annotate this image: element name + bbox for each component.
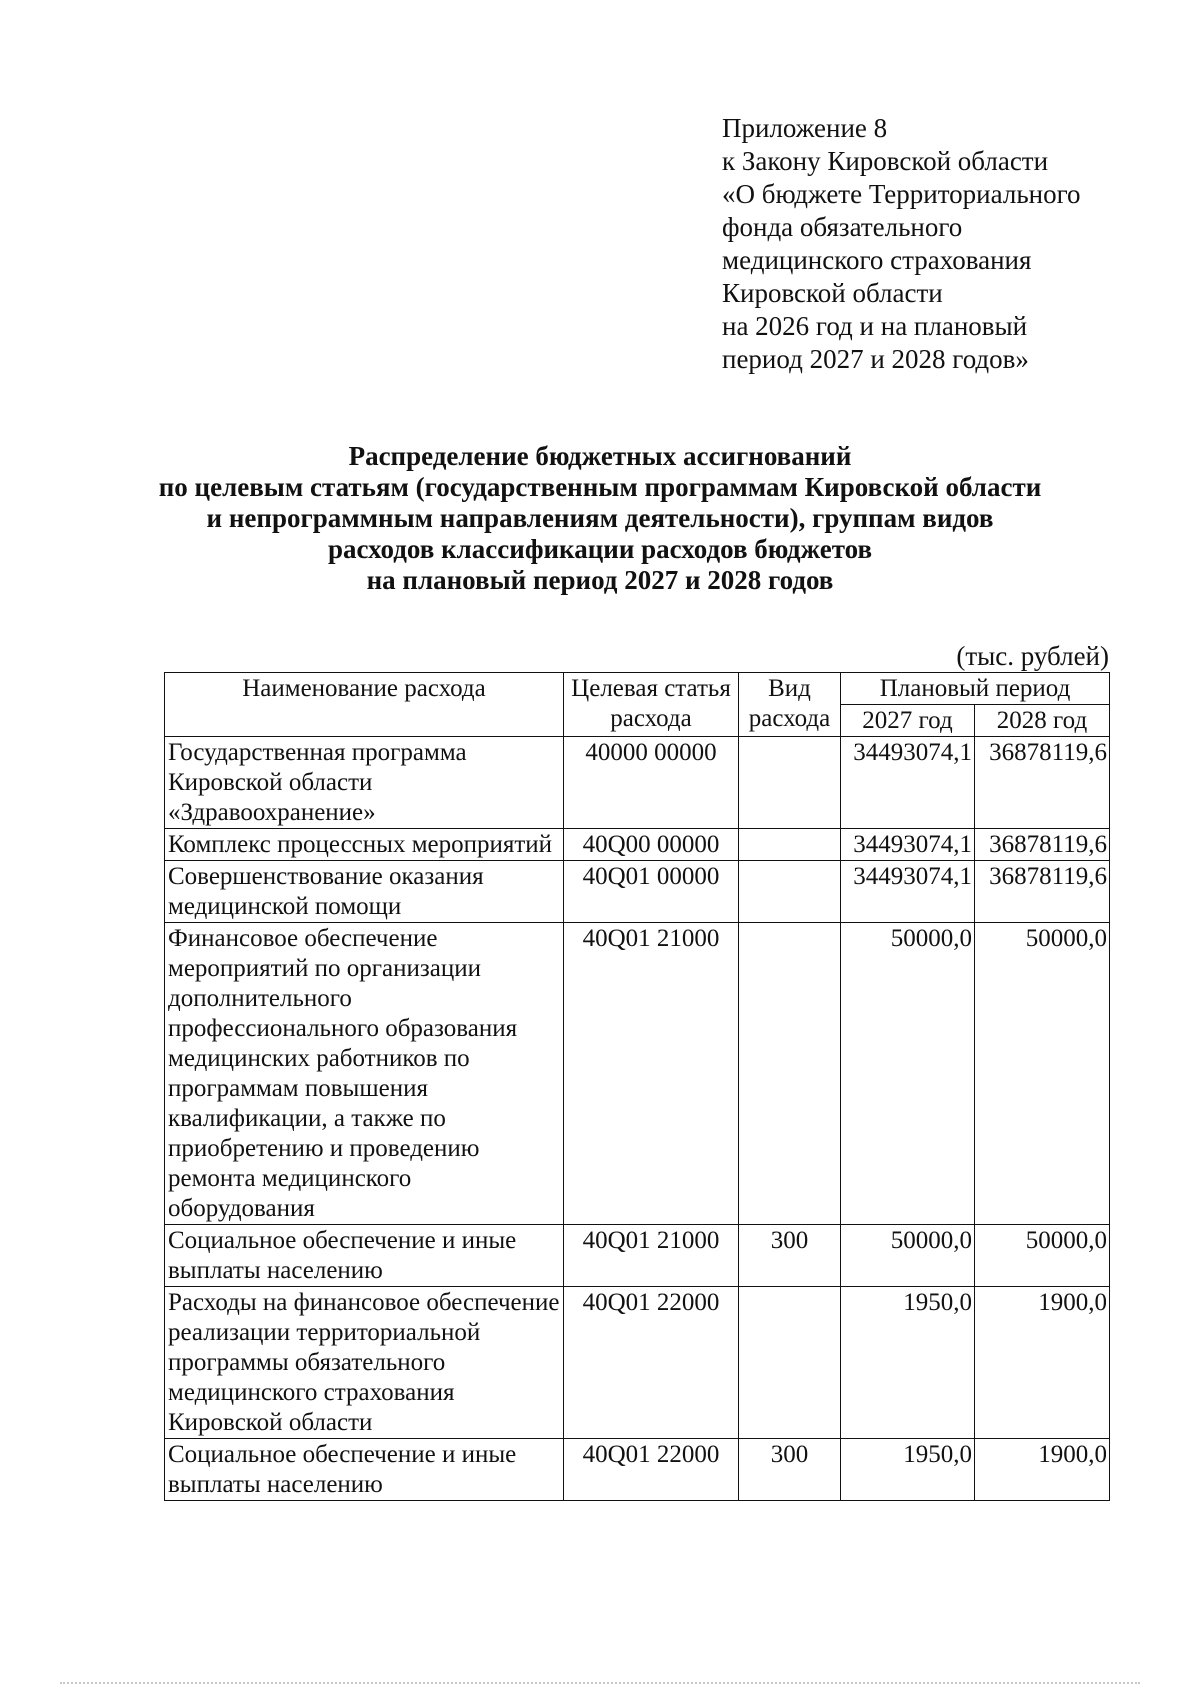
row-2027: 50000,0 xyxy=(841,923,975,1225)
row-2028: 50000,0 xyxy=(975,1225,1110,1287)
row-code: 40Q01 22000 xyxy=(564,1287,739,1439)
table-row xyxy=(165,829,1110,861)
header-period: Плановый период xyxy=(841,673,1110,705)
row-kind xyxy=(739,829,841,861)
title-line: Распределение бюджетных ассигнований xyxy=(348,441,852,471)
document-title xyxy=(60,441,1140,596)
row-kind: 300 xyxy=(739,1439,841,1501)
row-2028: 1900,0 xyxy=(975,1439,1110,1501)
header-row xyxy=(165,673,1110,705)
row-code: 40Q00 00000 xyxy=(564,829,739,861)
row-2027: 1950,0 xyxy=(841,1287,975,1439)
row-code: 40Q01 00000 xyxy=(564,861,739,923)
header-name: Наименование расхода xyxy=(165,673,564,737)
row-kind xyxy=(739,923,841,1225)
header-year-2028: 2028 год xyxy=(975,705,1110,737)
annex-line: фонда обязательного xyxy=(722,212,963,242)
table-row xyxy=(165,737,1110,829)
annex-line: «О бюджете Территориального xyxy=(722,179,1081,209)
row-2027: 1950,0 xyxy=(841,1439,975,1501)
title-line: на плановый период 2027 и 2028 годов xyxy=(366,565,834,595)
annex-line: период 2027 и 2028 годов» xyxy=(722,344,1029,374)
row-name: Совершенствование оказания медицинской помощи xyxy=(165,861,564,923)
table-row xyxy=(165,923,1110,1225)
row-2028: 1900,0 xyxy=(975,1287,1110,1439)
row-2027: 34493074,1 xyxy=(841,861,975,923)
row-name: Расходы на финансовое обеспечение реализации территориальной программы обязательного медицинского страхования Кировской области xyxy=(165,1287,564,1439)
row-kind xyxy=(739,737,841,829)
row-kind xyxy=(739,1287,841,1439)
row-2028: 50000,0 xyxy=(975,923,1110,1225)
row-name: Социальное обеспечение и иные выплаты населению xyxy=(165,1439,564,1501)
row-kind: 300 xyxy=(739,1225,841,1287)
annex-line: Кировской области xyxy=(722,278,943,308)
units-label: (тыс. рублей) xyxy=(956,641,1109,671)
row-kind xyxy=(739,861,841,923)
header-code: Целевая статья расхода xyxy=(564,673,739,737)
budget-table xyxy=(164,672,1110,1501)
row-2028: 36878119,6 xyxy=(975,829,1110,861)
row-code: 40Q01 21000 xyxy=(564,923,739,1225)
annex-line: к Закону Кировской области xyxy=(722,146,1049,176)
row-name: Государственная программа Кировской области «Здравоохранение» xyxy=(165,737,564,829)
annex-line: на 2026 год и на плановый xyxy=(722,311,1028,341)
row-code: 40Q01 22000 xyxy=(564,1439,739,1501)
table-row xyxy=(165,1225,1110,1287)
header-kind: Вид расхода xyxy=(739,673,841,737)
row-2027: 34493074,1 xyxy=(841,829,975,861)
row-2028: 36878119,6 xyxy=(975,737,1110,829)
row-code: 40Q01 21000 xyxy=(564,1225,739,1287)
annex-block xyxy=(722,112,1081,376)
annex-line: медицинского страхования xyxy=(722,245,1032,275)
row-2027: 34493074,1 xyxy=(841,737,975,829)
row-name: Финансовое обеспечение мероприятий по организации дополнительного профессионального образования медицинских работников по программам повышения квалификации, а также по приобретению и проведению ремонта медицинского оборудования xyxy=(165,923,564,1225)
annex-line: Приложение 8 xyxy=(722,113,888,143)
row-code: 40000 00000 xyxy=(564,737,739,829)
table-row xyxy=(165,861,1110,923)
row-name: Комплекс процессных мероприятий xyxy=(165,829,564,861)
title-line: и непрограммным направлениям деятельности), группам видов xyxy=(206,503,994,533)
table-row xyxy=(165,1439,1110,1501)
table-row xyxy=(165,1287,1110,1439)
row-2027: 50000,0 xyxy=(841,1225,975,1287)
header-year-2027: 2027 год xyxy=(841,705,975,737)
row-name: Социальное обеспечение и иные выплаты населению xyxy=(165,1225,564,1287)
title-line: расходов классификации расходов бюджетов xyxy=(327,534,873,564)
scan-noise-divider xyxy=(60,1682,1140,1687)
row-2028: 36878119,6 xyxy=(975,861,1110,923)
title-line: по целевым статьям (государственным программам Кировской области xyxy=(158,472,1042,502)
